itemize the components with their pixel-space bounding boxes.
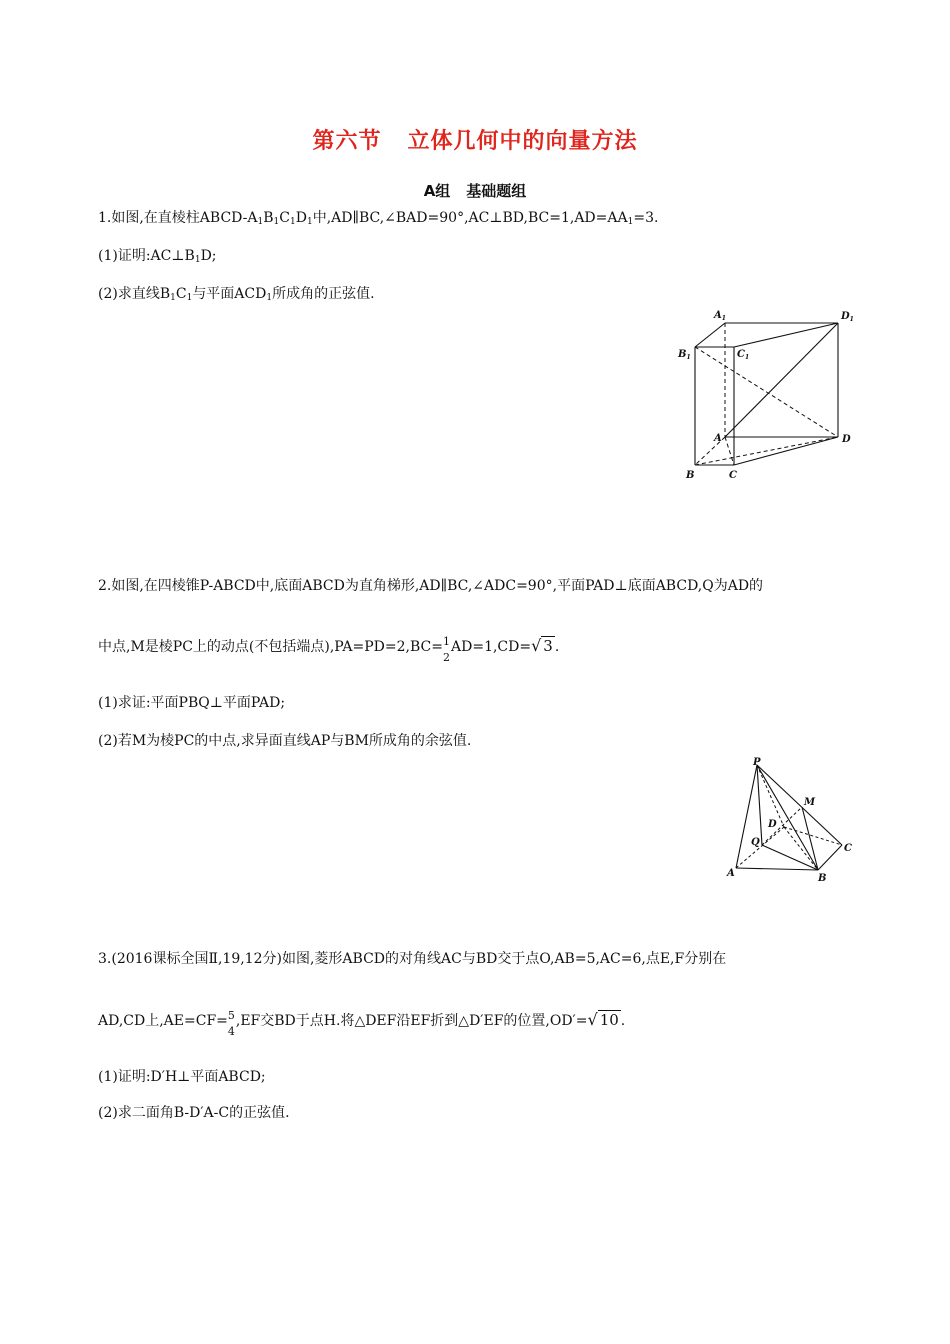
q1-prism-figure (670, 305, 870, 490)
q2-fraction: 1 2 (443, 635, 450, 664)
q2-pyramid-figure (722, 755, 862, 885)
q3-statement-line1: 3.(2016课标全国Ⅱ,19,12分)如图,菱形ABCD的对角线AC与BD交于点O,AB=5,AC=6,点E,F分别在 (98, 951, 727, 967)
q2-part1: (1)求证:平面PBQ⊥平面PAD; (98, 695, 286, 711)
page-title: 第六节 立体几何中的向量方法 (312, 129, 638, 154)
label-a: A (727, 868, 735, 879)
q3-fraction: 5 4 (227, 1009, 235, 1038)
label-b1: $B_1$ (678, 349, 691, 361)
q1-part1: (1)证明$:AC\perp B_1D$; (98, 248, 217, 265)
q3-part2: (2)求二面角B-D′A-C的正弦值. (98, 1105, 290, 1121)
label-q: Q (751, 837, 760, 848)
q2-statement-line2: 中点,M是棱PC上的动点(不包括端点),PA=PD=2,BC= 1 2 AD=1,CD=√ 3 . (98, 635, 560, 664)
label-p: P (753, 757, 761, 768)
label-c: C (729, 470, 737, 481)
q3-part1: (1)证明:D′H⊥平面ABCD; (98, 1069, 266, 1085)
label-b: B (686, 470, 695, 481)
label-d1: $D_1$ (841, 311, 854, 323)
label-b: B (818, 873, 827, 884)
label-m: M (804, 797, 816, 808)
label-d: D (842, 434, 851, 445)
q2-sqrt: √ 3 (531, 636, 553, 655)
label-a: A (714, 433, 722, 444)
label-d: D (768, 819, 777, 830)
label-c1: $C_1$ (737, 349, 750, 361)
q3-statement-line2: AD,CD上,AE=CF= 5 4 ,EF交BD于点H.将△DEF沿EF折到△D′EF的位置,OD′=√ 10 . (98, 1009, 626, 1038)
group-heading: A组 基础题组 (423, 182, 527, 200)
q3-sqrt: √ 10 (587, 1010, 619, 1029)
q1-part2: (2)求直线$B_1C_1$与平面$ACD_1$所成角的正弦值. (98, 286, 375, 303)
q1-statement: 1.如图,在直棱柱ABCD-$A_1B_1C_1D_1$中$,AD\parallel BC,\angle BAD=90^\circ,AC\perp BD,BC=1,AD=AA_1=3$. (98, 210, 659, 227)
label-a1: $A_1$ (714, 310, 726, 322)
label-c: C (844, 843, 852, 854)
q2-part2: (2)若M为棱PC的中点,求异面直线AP与BM所成角的余弦值. (98, 733, 472, 749)
q2-statement-line1: 2.如图,在四棱锥P-ABCD中,底面ABCD为直角梯形,AD∥BC,∠ADC=90°,平面PAD⊥底面ABCD,Q为AD的 (98, 578, 764, 594)
